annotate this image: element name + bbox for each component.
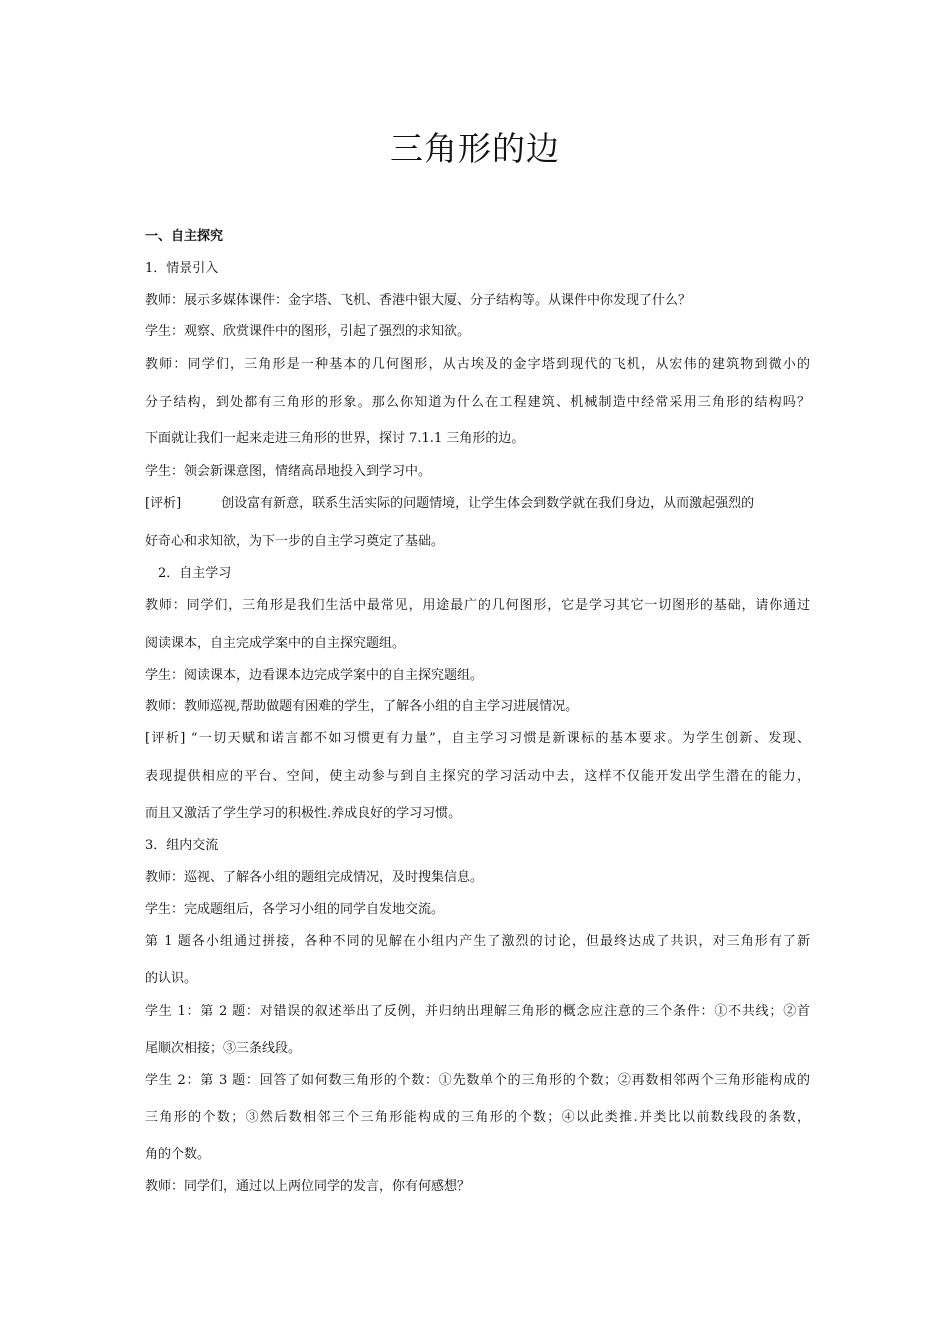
paragraph-line: 阅读课本，自主完成学案中的自主探究题组。: [145, 636, 406, 651]
paragraph-line: 的认识。: [145, 971, 198, 986]
paragraph-line: 尾顺次相接；③三条线段。: [145, 1041, 302, 1056]
paragraph-line: 学生：阅读课本，边看课本边完成学案中的自主探究题组。: [145, 668, 484, 683]
paragraph-line: 学生 1：第 2 题：对错误的叙述举出了反例，并归纳出理解三角形的概念应注意的三个条件：①不共线；②首: [145, 1004, 810, 1019]
paragraph-line: 教师：同学们，三角形是一种基本的几何图形，从古埃及的金字塔到现代的飞机，从宏伟的建筑物到微小的: [145, 357, 810, 372]
paragraph-line: 学生：完成题组后，各学习小组的同学自发地交流。: [145, 902, 445, 917]
paragraph-line: 角的个数。: [145, 1147, 211, 1162]
paragraph-line: 表现提供相应的平台、空间，使主动参与到自主探究的学习活动中去，这样不仅能开发出学生潜在的能力，: [145, 769, 810, 784]
commentary-tag: [评析]: [145, 496, 182, 511]
paragraph-line: 学生 2：第 3 题：回答了如何数三角形的个数：①先数单个的三角形的个数；②再数相邻两个三角形能构成的: [145, 1073, 810, 1088]
paragraph-line: 分子结构，到处都有三角形的形象。那么你知道为什么在工程建筑、机械制造中经常采用三角形的结构吗？: [145, 395, 810, 410]
commentary-line: [评析] “一切天赋和诺言都不如习惯更有力量”，自主学习习惯是新课标的基本要求。为学生创新、发现、: [145, 731, 810, 746]
paragraph-line: 学生：观察、欣赏课件中的图形，引起了强烈的求知欲。: [145, 324, 471, 339]
paragraph-line: 教师：展示多媒体课件：金字塔、飞机、香港中银大厦、分子结构等。从课件中你发现了什么？: [145, 293, 692, 308]
paragraph-line: 下面就让我们一起来走进三角形的世界，探讨 7.1.1 三角形的边。: [145, 431, 525, 446]
page-title: 三角形的边: [390, 129, 560, 168]
section-heading-self-exploration: 一、自主探究: [145, 229, 224, 244]
paragraph-line: 第 1 题各小组通过拼接，各种不同的见解在小组内产生了激烈的讨论，但最终达成了共识，对三角形有了新: [145, 934, 810, 949]
paragraph-line: 教师：同学们，通过以上两位同学的发言，你有何感想？: [145, 1179, 471, 1194]
paragraph-line: 而且又激活了学生学习的积极性.养成良好的学习习惯。: [145, 806, 462, 821]
subheading-group-exchange: 3．组内交流: [145, 838, 219, 853]
paragraph-line: 三角形的个数；③然后数相邻三个三角形能构成的三角形的个数；④以此类推.并类比以前数线段的条数，: [145, 1110, 810, 1125]
commentary-line: [145, 494, 810, 514]
subheading-self-study: 2．自主学习: [158, 566, 232, 581]
subheading-scene-intro: 1．情景引入: [145, 261, 219, 276]
paragraph-line: 教师：巡视、了解各小组的题组完成情况，及时搜集信息。: [145, 870, 484, 885]
paragraph-line: 好奇心和求知欲，为下一步的自主学习奠定了基础。: [145, 534, 445, 549]
commentary-text: 创设富有新意，联系生活实际的问题情境，让学生体会到数学就在我们身边，从而激起强烈的: [221, 496, 755, 511]
paragraph-line: 教师：教师巡视,帮助做题有困难的学生，了解各小组的自主学习进展情况。: [145, 699, 579, 714]
paragraph-line: 学生：领会新课意图，情绪高昂地投入到学习中。: [145, 464, 432, 479]
paragraph-line: 教师：同学们，三角形是我们生活中最常见，用途最广的几何图形，它是学习其它一切图形的基础，请你通过: [145, 598, 810, 613]
